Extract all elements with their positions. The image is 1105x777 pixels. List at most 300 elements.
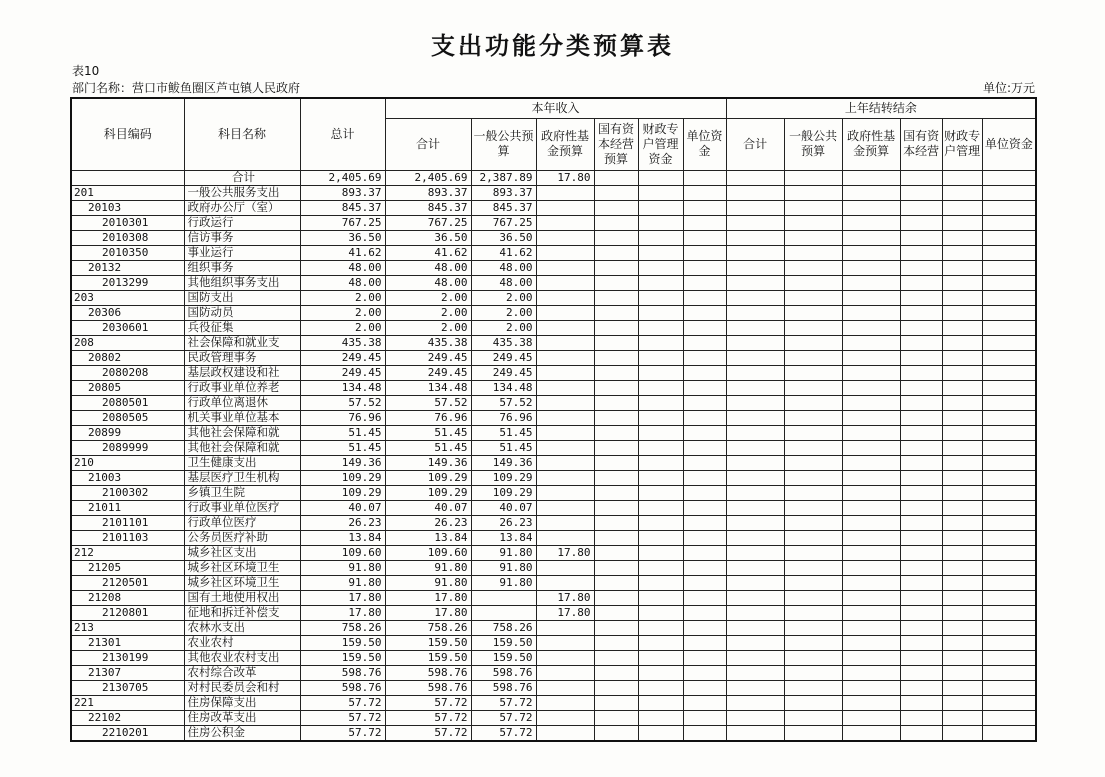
empty-cell (726, 275, 784, 290)
header-cur-general: 一般公共预算 (471, 118, 536, 170)
empty-cell (982, 440, 1036, 455)
name-cell: 对村民委员会和村 (184, 680, 300, 695)
total-cell: 598.76 (300, 665, 385, 680)
general-budget-cell (471, 590, 536, 605)
table-row (71, 545, 1036, 560)
empty-cell (683, 695, 726, 710)
empty-cell (784, 545, 842, 560)
name-cell: 合计 (184, 170, 300, 185)
code-cell: 22102 (71, 710, 184, 725)
empty-cell (842, 170, 900, 185)
current-sum-cell: 249.45 (385, 365, 471, 380)
fund-budget-cell: 17.80 (536, 545, 594, 560)
empty-cell (784, 470, 842, 485)
total-cell: 57.52 (300, 395, 385, 410)
total-cell: 48.00 (300, 260, 385, 275)
empty-cell (900, 245, 942, 260)
empty-cell (683, 230, 726, 245)
empty-cell (594, 605, 638, 620)
empty-cell (784, 215, 842, 230)
empty-cell (784, 335, 842, 350)
empty-cell (726, 530, 784, 545)
general-budget-cell: 36.50 (471, 230, 536, 245)
total-cell: 249.45 (300, 365, 385, 380)
code-cell: 21205 (71, 560, 184, 575)
empty-cell (638, 230, 683, 245)
total-cell: 149.36 (300, 455, 385, 470)
general-budget-cell: 249.45 (471, 350, 536, 365)
empty-cell (900, 470, 942, 485)
table-body (71, 170, 1036, 741)
name-cell: 基层医疗卫生机构 (184, 470, 300, 485)
table-row (71, 695, 1036, 710)
table-row (71, 290, 1036, 305)
empty-cell (842, 335, 900, 350)
empty-cell (726, 650, 784, 665)
empty-cell (683, 200, 726, 215)
empty-cell (784, 200, 842, 215)
empty-cell (900, 215, 942, 230)
empty-cell (784, 530, 842, 545)
empty-cell (726, 680, 784, 695)
total-cell: 2,405.69 (300, 170, 385, 185)
empty-cell (594, 545, 638, 560)
empty-cell (842, 650, 900, 665)
name-cell: 民政管理事务 (184, 350, 300, 365)
empty-cell (638, 455, 683, 470)
empty-cell (638, 515, 683, 530)
empty-cell (982, 620, 1036, 635)
code-cell: 2210201 (71, 725, 184, 741)
empty-cell (594, 650, 638, 665)
empty-cell (942, 230, 982, 245)
table-row (71, 350, 1036, 365)
empty-cell (726, 590, 784, 605)
name-cell: 其他社会保障和就 (184, 425, 300, 440)
total-cell: 2.00 (300, 305, 385, 320)
empty-cell (942, 470, 982, 485)
total-cell: 758.26 (300, 620, 385, 635)
fund-budget-cell (536, 665, 594, 680)
empty-cell (900, 560, 942, 575)
header-code: 科目编码 (71, 98, 184, 170)
empty-cell (594, 560, 638, 575)
empty-cell (726, 410, 784, 425)
empty-cell (683, 185, 726, 200)
empty-cell (900, 485, 942, 500)
code-cell: 20802 (71, 350, 184, 365)
empty-cell (942, 605, 982, 620)
empty-cell (683, 365, 726, 380)
empty-cell (594, 320, 638, 335)
general-budget-cell: 2.00 (471, 290, 536, 305)
general-budget-cell: 57.72 (471, 725, 536, 741)
empty-cell (982, 290, 1036, 305)
header-cur-state-capital: 国有资本经营预算 (594, 118, 638, 170)
fund-budget-cell (536, 395, 594, 410)
empty-cell (683, 275, 726, 290)
name-cell: 行政单位离退休 (184, 395, 300, 410)
empty-cell (942, 200, 982, 215)
empty-cell (942, 185, 982, 200)
empty-cell (638, 560, 683, 575)
empty-cell (638, 335, 683, 350)
empty-cell (900, 695, 942, 710)
empty-cell (900, 170, 942, 185)
header-prev-general: 一般公共预算 (784, 118, 842, 170)
empty-cell (842, 680, 900, 695)
code-cell: 20805 (71, 380, 184, 395)
empty-cell (784, 350, 842, 365)
fund-budget-cell (536, 500, 594, 515)
empty-cell (900, 380, 942, 395)
fund-budget-cell (536, 725, 594, 741)
empty-cell (784, 575, 842, 590)
current-sum-cell: 40.07 (385, 500, 471, 515)
empty-cell (594, 440, 638, 455)
fund-budget-cell (536, 485, 594, 500)
empty-cell (594, 230, 638, 245)
table-row (71, 185, 1036, 200)
empty-cell (982, 350, 1036, 365)
empty-cell (942, 320, 982, 335)
total-cell: 134.48 (300, 380, 385, 395)
fund-budget-cell (536, 575, 594, 590)
empty-cell (638, 380, 683, 395)
empty-cell (842, 275, 900, 290)
header-total: 总计 (300, 98, 385, 170)
empty-cell (942, 305, 982, 320)
empty-cell (942, 485, 982, 500)
empty-cell (683, 350, 726, 365)
empty-cell (638, 635, 683, 650)
general-budget-cell: 51.45 (471, 425, 536, 440)
empty-cell (942, 365, 982, 380)
name-cell: 农林水支出 (184, 620, 300, 635)
table-row (71, 620, 1036, 635)
general-budget-cell: 2,387.89 (471, 170, 536, 185)
fund-budget-cell (536, 230, 594, 245)
general-budget-cell: 159.50 (471, 635, 536, 650)
name-cell: 农村综合改革 (184, 665, 300, 680)
empty-cell (982, 710, 1036, 725)
empty-cell (726, 290, 784, 305)
empty-cell (900, 515, 942, 530)
fund-budget-cell (536, 215, 594, 230)
unit-label: 单位:万元 (982, 81, 1035, 95)
table-row (71, 200, 1036, 215)
total-cell: 57.72 (300, 725, 385, 741)
empty-cell (784, 245, 842, 260)
empty-cell (594, 515, 638, 530)
current-sum-cell: 17.80 (385, 605, 471, 620)
empty-cell (982, 575, 1036, 590)
total-cell: 2.00 (300, 290, 385, 305)
general-budget-cell: 134.48 (471, 380, 536, 395)
empty-cell (594, 710, 638, 725)
empty-cell (842, 395, 900, 410)
empty-cell (683, 470, 726, 485)
empty-cell (683, 215, 726, 230)
general-budget-cell: 40.07 (471, 500, 536, 515)
empty-cell (842, 410, 900, 425)
total-cell: 109.29 (300, 470, 385, 485)
empty-cell (842, 455, 900, 470)
fund-budget-cell: 17.80 (536, 605, 594, 620)
total-cell: 17.80 (300, 590, 385, 605)
empty-cell (842, 620, 900, 635)
name-cell: 住房改革支出 (184, 710, 300, 725)
name-cell: 城乡社区环境卫生 (184, 560, 300, 575)
empty-cell (726, 635, 784, 650)
code-cell: 2089999 (71, 440, 184, 455)
general-budget-cell: 893.37 (471, 185, 536, 200)
name-cell: 城乡社区支出 (184, 545, 300, 560)
fund-budget-cell: 17.80 (536, 590, 594, 605)
general-budget-cell: 149.36 (471, 455, 536, 470)
empty-cell (942, 260, 982, 275)
code-cell: 2080208 (71, 365, 184, 380)
empty-cell (594, 260, 638, 275)
empty-cell (942, 710, 982, 725)
empty-cell (982, 590, 1036, 605)
empty-cell (683, 290, 726, 305)
empty-cell (982, 545, 1036, 560)
empty-cell (594, 380, 638, 395)
current-sum-cell: 893.37 (385, 185, 471, 200)
empty-cell (842, 500, 900, 515)
empty-cell (900, 365, 942, 380)
total-cell: 91.80 (300, 575, 385, 590)
empty-cell (982, 395, 1036, 410)
empty-cell (900, 680, 942, 695)
empty-cell (726, 560, 784, 575)
name-cell: 国有土地使用权出 (184, 590, 300, 605)
empty-cell (842, 350, 900, 365)
empty-cell (842, 365, 900, 380)
empty-cell (784, 320, 842, 335)
empty-cell (900, 605, 942, 620)
empty-cell (726, 230, 784, 245)
total-cell: 893.37 (300, 185, 385, 200)
empty-cell (842, 590, 900, 605)
empty-cell (842, 575, 900, 590)
empty-cell (982, 275, 1036, 290)
current-sum-cell: 76.96 (385, 410, 471, 425)
code-cell: 221 (71, 695, 184, 710)
empty-cell (842, 230, 900, 245)
empty-cell (683, 260, 726, 275)
empty-cell (726, 335, 784, 350)
current-sum-cell: 109.29 (385, 485, 471, 500)
header-prev-state-capital: 国有资本经营 (900, 118, 942, 170)
name-cell: 政府办公厅（室） (184, 200, 300, 215)
fund-budget-cell (536, 275, 594, 290)
empty-cell (683, 170, 726, 185)
empty-cell (638, 260, 683, 275)
header-cur-special-account: 财政专户管理资金 (638, 118, 683, 170)
total-cell: 109.60 (300, 545, 385, 560)
code-cell: 20899 (71, 425, 184, 440)
empty-cell (982, 215, 1036, 230)
table-row (71, 515, 1036, 530)
empty-cell (726, 665, 784, 680)
fund-budget-cell (536, 680, 594, 695)
empty-cell (726, 470, 784, 485)
table-row (71, 635, 1036, 650)
empty-cell (842, 320, 900, 335)
fund-budget-cell (536, 440, 594, 455)
empty-cell (683, 515, 726, 530)
name-cell: 事业运行 (184, 245, 300, 260)
empty-cell (784, 455, 842, 470)
empty-cell (594, 290, 638, 305)
empty-cell (784, 395, 842, 410)
empty-cell (683, 560, 726, 575)
general-budget-cell: 435.38 (471, 335, 536, 350)
empty-cell (784, 410, 842, 425)
empty-cell (594, 455, 638, 470)
fund-budget-cell (536, 200, 594, 215)
empty-cell (842, 215, 900, 230)
empty-cell (982, 650, 1036, 665)
general-budget-cell: 159.50 (471, 650, 536, 665)
name-cell: 住房保障支出 (184, 695, 300, 710)
empty-cell (942, 725, 982, 741)
current-sum-cell: 48.00 (385, 275, 471, 290)
empty-cell (638, 485, 683, 500)
empty-cell (726, 500, 784, 515)
general-budget-cell: 845.37 (471, 200, 536, 215)
empty-cell (726, 350, 784, 365)
empty-cell (900, 425, 942, 440)
empty-cell (638, 545, 683, 560)
table-row (71, 440, 1036, 455)
empty-cell (638, 575, 683, 590)
current-sum-cell: 57.72 (385, 710, 471, 725)
empty-cell (726, 365, 784, 380)
general-budget-cell: 598.76 (471, 680, 536, 695)
empty-cell (842, 200, 900, 215)
table-row (71, 170, 1036, 185)
code-cell: 2120801 (71, 605, 184, 620)
empty-cell (982, 260, 1036, 275)
table-row (71, 680, 1036, 695)
empty-cell (594, 410, 638, 425)
header-prev-special-account: 财政专户管理 (942, 118, 982, 170)
name-cell: 卫生健康支出 (184, 455, 300, 470)
empty-cell (683, 305, 726, 320)
current-sum-cell: 598.76 (385, 680, 471, 695)
empty-cell (594, 665, 638, 680)
empty-cell (683, 710, 726, 725)
empty-cell (942, 530, 982, 545)
empty-cell (842, 305, 900, 320)
empty-cell (594, 620, 638, 635)
fund-budget-cell (536, 290, 594, 305)
empty-cell (726, 545, 784, 560)
empty-cell (638, 305, 683, 320)
empty-cell (683, 245, 726, 260)
table-row (71, 380, 1036, 395)
code-cell: 201 (71, 185, 184, 200)
name-cell: 机关事业单位基本 (184, 410, 300, 425)
current-sum-cell: 41.62 (385, 245, 471, 260)
code-cell: 21011 (71, 500, 184, 515)
current-sum-cell: 48.00 (385, 260, 471, 275)
fund-budget-cell (536, 185, 594, 200)
empty-cell (638, 350, 683, 365)
table-row (71, 485, 1036, 500)
empty-cell (982, 425, 1036, 440)
empty-cell (638, 605, 683, 620)
name-cell: 行政单位医疗 (184, 515, 300, 530)
empty-cell (982, 500, 1036, 515)
current-sum-cell: 249.45 (385, 350, 471, 365)
empty-cell (982, 230, 1036, 245)
empty-cell (726, 620, 784, 635)
empty-cell (784, 425, 842, 440)
empty-cell (683, 440, 726, 455)
empty-cell (942, 335, 982, 350)
empty-cell (594, 170, 638, 185)
general-budget-cell: 26.23 (471, 515, 536, 530)
table-row (71, 215, 1036, 230)
fund-budget-cell (536, 305, 594, 320)
general-budget-cell: 91.80 (471, 575, 536, 590)
empty-cell (900, 230, 942, 245)
current-sum-cell: 51.45 (385, 425, 471, 440)
general-budget-cell: 598.76 (471, 665, 536, 680)
empty-cell (942, 275, 982, 290)
empty-cell (842, 710, 900, 725)
empty-cell (842, 425, 900, 440)
empty-cell (638, 425, 683, 440)
total-cell: 36.50 (300, 230, 385, 245)
department-name: 部门名称：营口市鲅鱼圈区芦屯镇人民政府 (72, 81, 301, 95)
empty-cell (638, 530, 683, 545)
empty-cell (982, 605, 1036, 620)
current-sum-cell: 435.38 (385, 335, 471, 350)
empty-cell (638, 395, 683, 410)
current-sum-cell: 91.80 (385, 575, 471, 590)
empty-cell (900, 500, 942, 515)
empty-cell (942, 410, 982, 425)
empty-cell (900, 725, 942, 741)
fund-budget-cell (536, 515, 594, 530)
empty-cell (638, 665, 683, 680)
empty-cell (638, 215, 683, 230)
code-cell: 212 (71, 545, 184, 560)
empty-cell (784, 635, 842, 650)
table-row (71, 260, 1036, 275)
table-row (71, 395, 1036, 410)
general-budget-cell: 249.45 (471, 365, 536, 380)
total-cell: 2.00 (300, 320, 385, 335)
empty-cell (900, 395, 942, 410)
empty-cell (942, 380, 982, 395)
general-budget-cell: 57.72 (471, 710, 536, 725)
empty-cell (594, 635, 638, 650)
name-cell: 其他组织事务支出 (184, 275, 300, 290)
empty-cell (942, 425, 982, 440)
empty-cell (594, 200, 638, 215)
empty-cell (726, 215, 784, 230)
empty-cell (594, 245, 638, 260)
header-name: 科目名称 (184, 98, 300, 170)
general-budget-cell: 57.72 (471, 695, 536, 710)
empty-cell (683, 500, 726, 515)
